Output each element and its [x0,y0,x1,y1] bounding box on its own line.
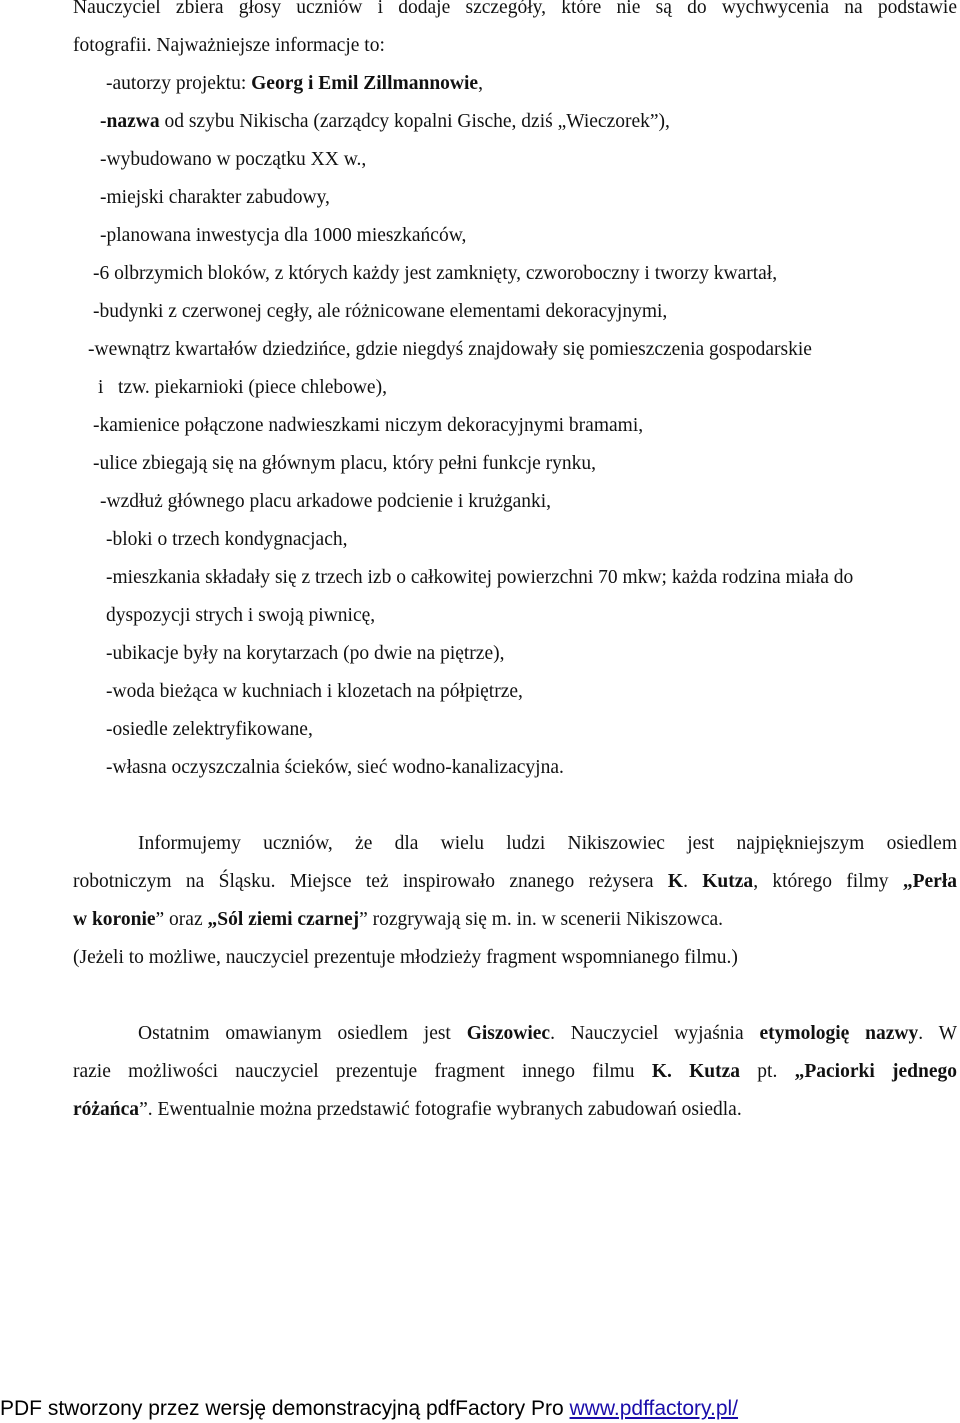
giszowiec-text-4: razie możliwości nauczyciel prezentuje fragment innego filmu [73,1061,652,1082]
fact-toilets: -ubikacje były na korytarzach (po dwie na piętrze), [106,643,505,664]
fact-built: -wybudowano w początku XX w., [100,149,367,170]
film-title-paciorki-end: różańca [73,1099,140,1120]
fact-courtyards-1: -wewnątrz kwartałów dziedzińce, gdzie niegdyś znajdowały się pomieszczenia gospodarskie [88,339,812,360]
fact-urban: -miejski charakter zabudowy, [100,187,330,208]
kutz-line-2 [73,871,957,893]
film-title-perla: „Perła [902,871,957,892]
intro-line-1: Nauczyciel zbiera głosy uczniów i dodaje szczegóły, które nie są do wychwycenia na podstawie [73,0,957,18]
kutz-dot: . [683,871,703,892]
fact-authors-names: Georg i Emil Zillmannowie [251,73,479,94]
fact-name [100,111,670,133]
kutz-author: K. Kutza [651,1061,741,1082]
fact-electric: -osiedle zelektryfikowane, [106,719,313,740]
fact-name-text: od szybu Nikischa (zarządcy kopalni Gische, dziś „Wieczorek”), [159,111,670,132]
giszowiec-text-3: . W [918,1023,958,1044]
footer-text: PDF stworzony przez wersję demonstracyjną pdfFactory Pro [0,1397,570,1420]
pdf-footer [0,1396,738,1422]
fact-name-label: -nazwa [100,111,160,132]
fact-tenements: -kamienice połączone nadwieszkami niczym dekoracyjnymi bramami, [93,415,644,436]
kutz-surname: Kutza [702,871,754,892]
kutz-line-4: (Jeżeli to możliwe, nauczyciel prezentuje młodzieży fragment wspomnianego filmu.) [73,947,738,968]
film-title-perla-end: w koronie [73,909,156,930]
giszowiec-text-2: . Nauczyciel wyjaśnia [550,1023,760,1044]
kutz-oraz: ” oraz [155,909,208,930]
kutz-line-1: Informujemy uczniów, że dla wielu ludzi Nikiszowiec jest najpiękniejszym osiedlem [138,833,957,854]
kutz-text-3: ” rozgrywają się m. in. w scenerii Nikiszowca. [359,909,723,930]
kutz-initial: K [667,871,684,892]
giszowiec-text-5: ”. Ewentualnie można przedstawić fotografie wybranych zabudowań osiedla. [139,1099,742,1120]
giszowiec-name: Giszowiec [466,1023,551,1044]
fact-bricks: -budynki z czerwonej cegły, ale różnicowane elementami dekoracyjnymi, [93,301,668,322]
fact-streets: -ulice zbiegają się na głównym placu, który pełni funkcje rynku, [93,453,597,474]
footer-link[interactable]: www.pdffactory.pl/ [569,1397,739,1420]
fact-planned: -planowana inwestycja dla 1000 mieszkańców, [100,225,467,246]
fact-authors [106,73,483,95]
giszowiec-line-2 [73,1061,957,1083]
fact-flats-2: dyspozycji strych i swoją piwnicę, [106,605,376,626]
fact-authors-prefix: -autorzy projektu: [106,73,252,94]
giszowiec-pt: pt. [740,1061,795,1082]
giszowiec-text: Ostatnim omawianym osiedlem jest [138,1023,467,1044]
giszowiec-line-1 [138,1023,957,1045]
kutz-text-2: , którego filmy [753,871,903,892]
fact-water: -woda bieżąca w kuchniach i klozetach na półpiętrze, [106,681,523,702]
film-title-paciorki: „Paciorki jednego [794,1061,957,1082]
giszowiec-line-3 [73,1099,742,1121]
etymology-term: etymologię nazwy [759,1023,919,1044]
kutz-line-3 [73,909,723,931]
intro-line-2: fotografii. Najważniejsze informacje to: [73,35,385,56]
fact-arcades: -wzdłuż głównego placu arkadowe podcienie i krużganki, [100,491,552,512]
kutz-text: robotniczym na Śląsku. Miejsce też inspirowało znanego reżysera [73,871,668,892]
fact-blocks: -6 olbrzymich bloków, z których każdy jest zamknięty, czworoboczny i tworzy kwartał, [93,263,778,284]
fact-authors-suffix: , [478,73,483,94]
film-title-sol: „Sól ziemi czarnej [207,909,360,930]
fact-flats-1: -mieszkania składały się z trzech izb o całkowitej powierzchni 70 mkw; każda rodzina miała do [106,567,854,588]
fact-sewage: -własna oczyszczalnia ścieków, sieć wodno-kanalizacyjna. [106,757,564,778]
fact-storeys: -bloki o trzech kondygnacjach, [106,529,348,550]
fact-courtyards-2: i tzw. piekarnioki (piece chlebowe), [98,377,387,398]
